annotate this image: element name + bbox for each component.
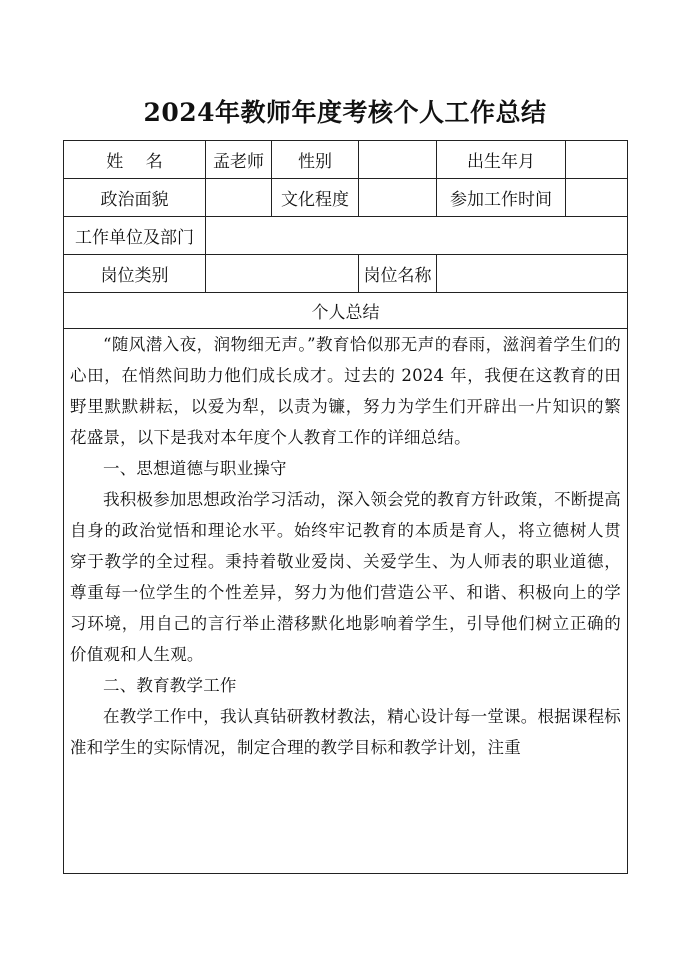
form-row-summary-heading bbox=[64, 293, 627, 329]
education-level-label: 文化程度 bbox=[272, 179, 359, 216]
work-unit-value[interactable] bbox=[206, 217, 627, 254]
name-value[interactable]: 孟老师 bbox=[206, 141, 272, 178]
post-name-label: 岗位名称 bbox=[359, 255, 437, 292]
education-level-value[interactable] bbox=[359, 179, 437, 216]
teaching-paragraph: 在教学工作中，我认真钻研教材教法，精心设计每一堂课。根据课程标准和学生的实际情况，制定合理的教学目标和教学计划，注重 bbox=[70, 707, 621, 757]
assessment-form bbox=[63, 140, 628, 874]
form-row-background bbox=[64, 179, 627, 217]
post-name-value[interactable] bbox=[437, 255, 627, 292]
work-start-date-value[interactable] bbox=[566, 179, 627, 216]
gender-value[interactable] bbox=[359, 141, 437, 178]
section-heading-ethics: 一、思想道德与职业操守 bbox=[103, 459, 287, 478]
post-type-value[interactable] bbox=[206, 255, 359, 292]
work-start-date-label: 参加工作时间 bbox=[437, 179, 566, 216]
document-title: 2024年教师年度考核个人工作总结 bbox=[143, 98, 547, 127]
name-label: 姓 名 bbox=[64, 141, 206, 178]
section-heading-teaching: 二、教育教学工作 bbox=[103, 676, 237, 695]
summary-body bbox=[64, 329, 627, 763]
form-row-basic-info bbox=[64, 141, 627, 179]
gender-label: 性别 bbox=[272, 141, 359, 178]
birth-date-value[interactable] bbox=[566, 141, 627, 178]
political-status-value[interactable] bbox=[206, 179, 272, 216]
summary-section-label: 个人总结 bbox=[311, 303, 380, 323]
political-status-label: 政治面貌 bbox=[64, 179, 206, 216]
form-row-unit bbox=[64, 217, 627, 255]
birth-date-label: 出生年月 bbox=[437, 141, 566, 178]
intro-paragraph: “随风潜入夜，润物细无声。”教育恰似那无声的春雨，滋润着学生们的心田，在悄然间助力他们成长成才。过去的 2024 年，我便在这教育的田野里默默耕耘，以爱为犁，以责为镰，努力为学生们开辟出一片知识的繁花盛景，以下是我对本年度个人教育工作的详细总结。 bbox=[70, 335, 621, 447]
post-type-label: 岗位类别 bbox=[64, 255, 206, 292]
work-unit-label: 工作单位及部门 bbox=[64, 217, 206, 254]
form-row-position bbox=[64, 255, 627, 293]
ethics-paragraph: 我积极参加思想政治学习活动，深入领会党的教育方针政策，不断提高自身的政治觉悟和理论水平。始终牢记教育的本质是育人，将立德树人贯穿于教学的全过程。秉持着敬业爱岗、关爱学生、为人师表的职业道德，尊重每一位学生的个性差异，努力为他们营造公平、和谐、积极向上的学习环境，用自己的言行举止潜移默化地影响着学生，引导他们树立正确的价值观和人生观。 bbox=[70, 490, 621, 664]
